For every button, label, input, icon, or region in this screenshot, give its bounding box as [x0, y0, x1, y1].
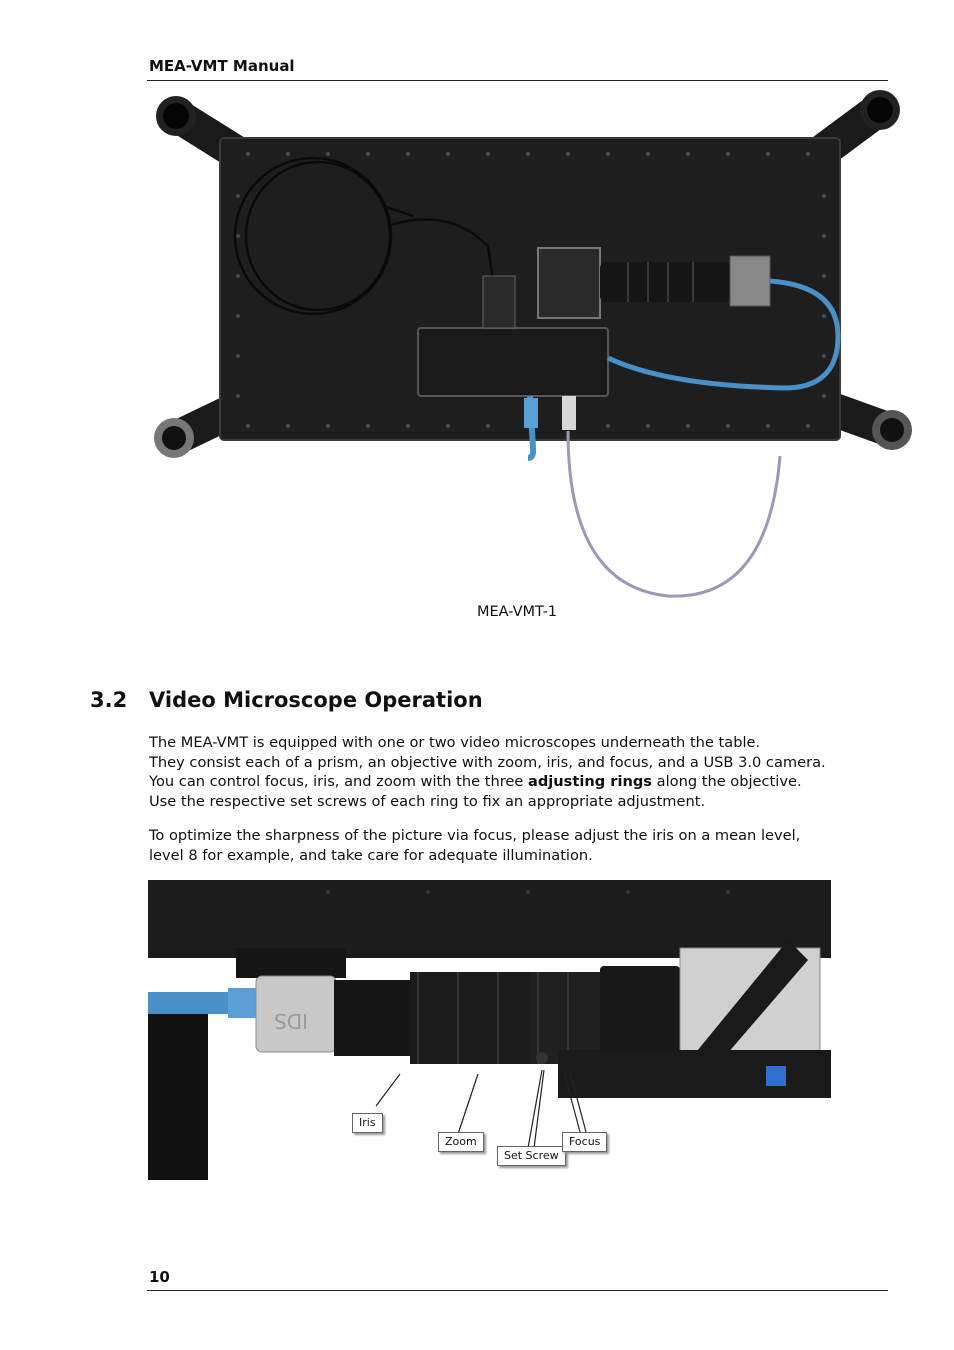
light-guide	[568, 431, 780, 596]
page-number: 10	[149, 1268, 170, 1286]
label-iris: Iris	[352, 1113, 383, 1133]
camera-body	[730, 256, 770, 306]
paragraph-line	[149, 772, 849, 792]
text-run: You can control focus, iris, and zoom with the three	[149, 773, 528, 790]
label-zoom: Zoom	[438, 1132, 484, 1152]
label-set-screw: Set Screw	[497, 1146, 566, 1166]
prism-housing	[538, 248, 600, 318]
running-header: MEA-VMT Manual	[149, 57, 295, 75]
section-title: Video Microscope Operation	[149, 688, 483, 712]
figure-caption: MEA-VMT-1	[476, 604, 558, 620]
paragraph-line: To optimize the sharpness of the picture via focus, please adjust the iris on a mean level,	[149, 827, 801, 844]
paragraph-intro	[149, 733, 849, 811]
paragraph-line: level 8 for example, and take care for adequate illumination.	[149, 846, 593, 864]
dsub-connector	[483, 276, 515, 328]
figure-microscope-photo	[148, 880, 831, 1180]
paragraph-focus	[149, 826, 849, 865]
objective-lens	[600, 262, 750, 302]
footer-rule	[147, 1290, 888, 1291]
control-box	[558, 1050, 831, 1098]
camera-brand: IDS	[274, 1009, 308, 1033]
table-leg	[148, 1000, 208, 1180]
control-box	[418, 328, 608, 396]
text-run: along the objective.	[652, 773, 802, 790]
usb-port	[766, 1066, 786, 1086]
section-number: 3.2	[90, 688, 128, 712]
objective-lens	[334, 980, 414, 1056]
paragraph-line: The MEA-VMT is equipped with one or two video microscopes underneath the table.	[149, 734, 761, 751]
header-rule	[147, 80, 888, 81]
paragraph-line: Use the respective set screws of each ring to fix an appropriate adjustment.	[149, 792, 706, 810]
paragraph-line: They consist each of a prism, an objective with zoom, iris, and focus, and a USB 3.0 camera.	[149, 753, 826, 771]
figure-top-view-photo	[148, 86, 918, 602]
bold-term: adjusting rings	[528, 773, 652, 790]
label-focus: Focus	[562, 1132, 607, 1152]
set-screw	[536, 1052, 548, 1064]
